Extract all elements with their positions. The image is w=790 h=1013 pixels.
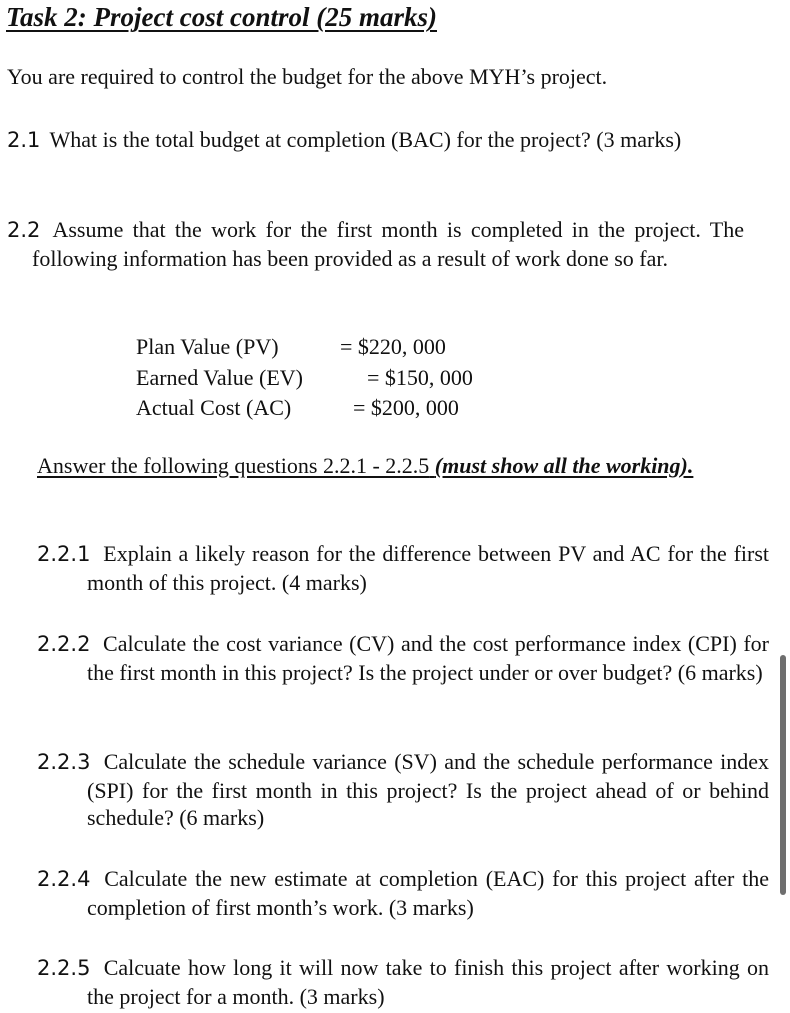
- question-text: Calculate the cost variance (CV) and the cost performance index (CPI) for the first month in this project? Is the project under or over budget? (6 marks): [87, 631, 770, 685]
- value-row-pv: [136, 332, 536, 362]
- question-number: 2.2: [7, 218, 41, 242]
- question-number: 2.2.5: [37, 956, 91, 980]
- question-2-1: [7, 126, 744, 155]
- value-amount: = $220, 000: [340, 334, 446, 359]
- question-text: Explain a likely reason for the difference between PV and AC for the first month of this project. (4 marks): [87, 541, 770, 595]
- question-number: 2.2.1: [37, 542, 91, 566]
- question-2-2-2: [37, 630, 769, 686]
- instruction-lead: Answer the following questions 2.2.1 - 2.2.5: [37, 453, 430, 478]
- question-number: 2.2.4: [37, 867, 91, 891]
- page-title: Task 2: Project cost control (25 marks): [6, 2, 437, 32]
- value-amount: = $200, 000: [353, 395, 459, 420]
- question-text: Calculate the new estimate at completion (EAC) for this project after the completion of first month’s work. (3 marks): [87, 866, 770, 920]
- value-label: Plan Value (PV): [136, 334, 279, 359]
- value-row-ev: [136, 363, 536, 393]
- answer-instruction: [7, 452, 719, 480]
- value-label: Actual Cost (AC): [136, 395, 292, 420]
- values-table: [136, 332, 536, 427]
- question-number: 2.2.3: [37, 750, 91, 774]
- intro-paragraph: You are required to control the budget for the above MYH’s project.: [7, 64, 608, 89]
- question-number: 2.2.2: [37, 632, 91, 656]
- instruction-emphasis: (must show all the working).: [434, 453, 694, 478]
- question-2-2-3: [37, 748, 769, 832]
- question-2-2: [7, 216, 744, 272]
- question-2-2-1: [37, 540, 769, 596]
- question-2-2-5: [37, 954, 769, 1010]
- value-label: Earned Value (EV): [136, 364, 303, 390]
- question-text: What is the total budget at completion (BAC) for the project? (3 marks): [49, 127, 682, 152]
- value-amount: = $150, 000: [367, 364, 473, 390]
- question-2-2-4: [37, 865, 769, 921]
- question-number: 2.1: [7, 128, 41, 152]
- question-text: Calculate the schedule variance (SV) and the schedule performance index (SPI) for the first month in this project? Is the project ahead of or behind schedule? (6 marks): [87, 749, 770, 830]
- value-row-ac: [136, 393, 536, 423]
- vertical-scrollbar[interactable]: [780, 655, 786, 895]
- question-text: Calcuate how long it will now take to finish this project after working on the project for a month. (3 marks): [87, 955, 769, 1009]
- question-text: Assume that the work for the first month is completed in the project. The following information has been provided as a result of work done so far.: [32, 217, 744, 271]
